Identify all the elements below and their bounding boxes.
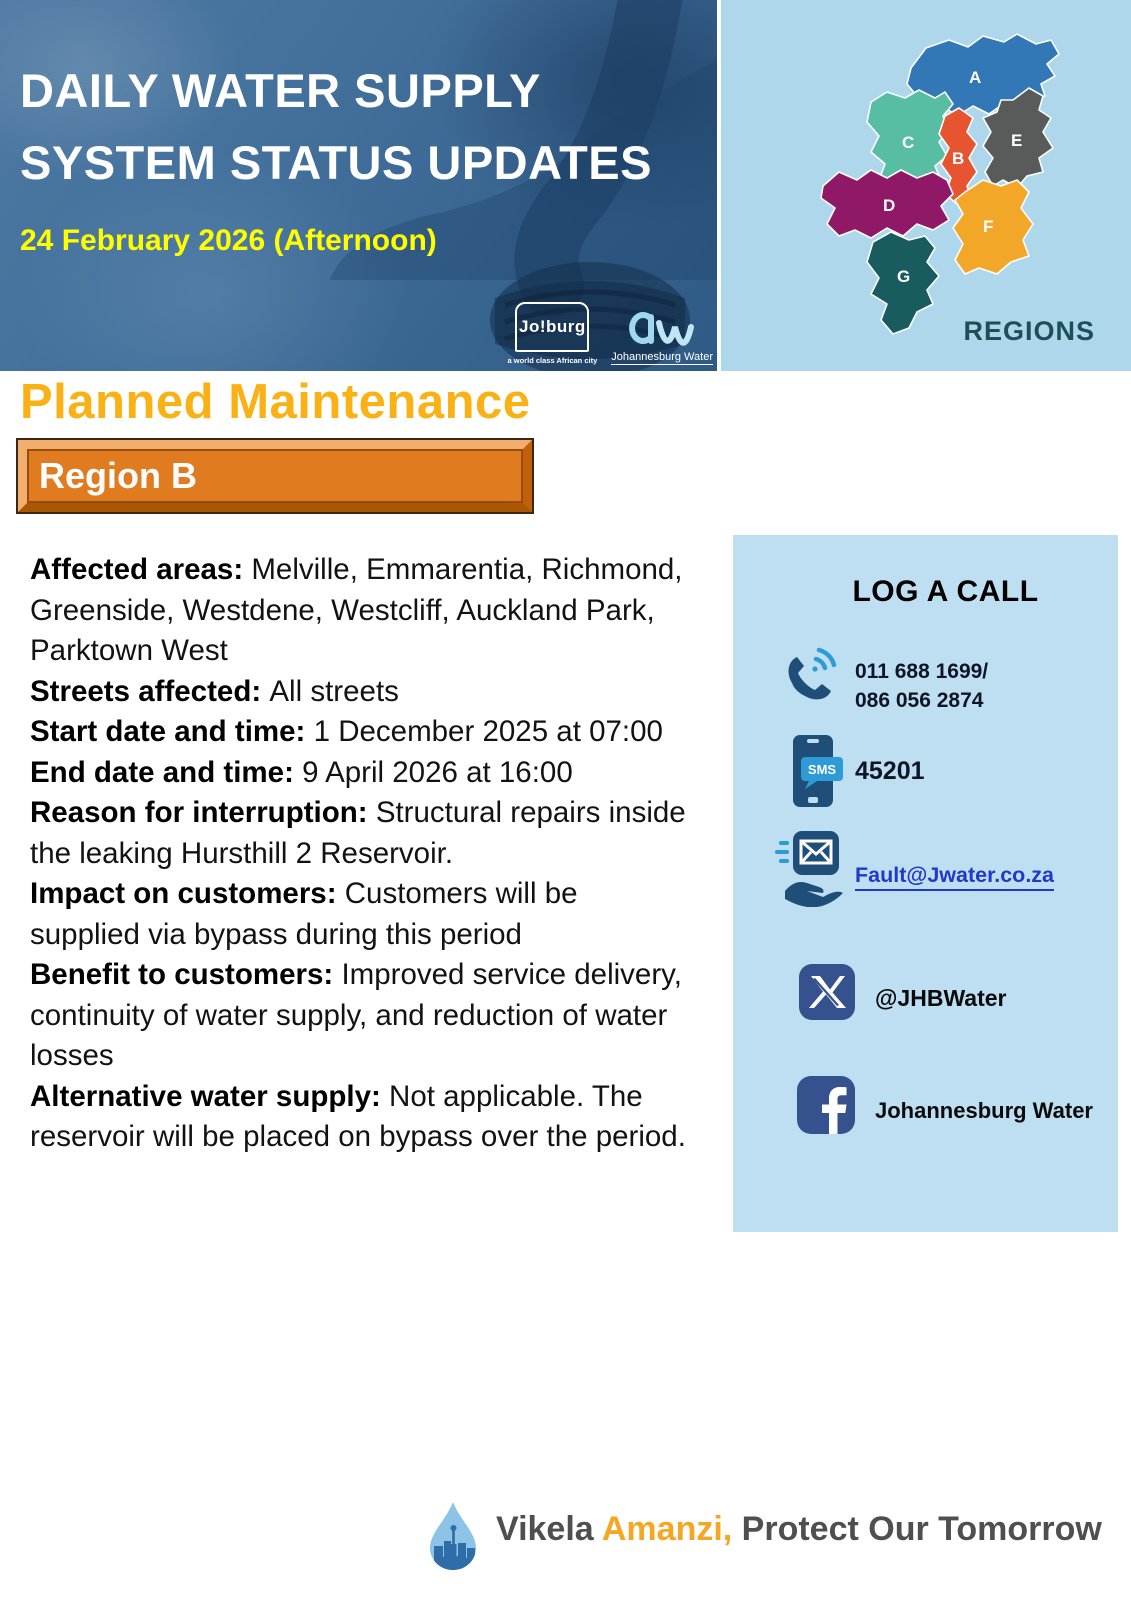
notice-label: Reason for interruption:: [30, 796, 368, 829]
phone-icon: [778, 643, 842, 707]
region-g-label: G: [897, 267, 911, 286]
region-d-label: D: [883, 196, 896, 215]
email-link[interactable]: Fault@Jwater.co.za: [855, 863, 1054, 891]
page-title-line1: DAILY WATER SUPPLY: [20, 64, 541, 117]
notice-value: All streets: [269, 674, 399, 708]
report-date: 24 February 2026 (Afternoon): [20, 224, 437, 257]
x-icon: [798, 963, 856, 1021]
email-icon: [773, 827, 855, 907]
joburg-logo-box: Jo!burg: [515, 302, 589, 352]
page-title-line2: SYSTEM STATUS UPDATES: [20, 136, 652, 189]
facebook-icon: [796, 1075, 856, 1135]
notice-label: Start date and time:: [30, 715, 306, 748]
notice-label: End date and time:: [30, 755, 294, 789]
jw-logo-caption: Johannesburg Water: [611, 351, 713, 363]
logo-group: [508, 302, 713, 365]
phone-number-1: 011 688 1699/: [855, 660, 989, 683]
page-title: [20, 55, 652, 199]
region-f-label: F: [983, 217, 994, 236]
facebook-name: Johannesburg Water: [875, 1098, 1093, 1123]
notice-value: 1 December 2025 at 07:00: [313, 715, 663, 748]
notice-item: [30, 712, 694, 753]
region-banner-label: Region B: [39, 455, 197, 496]
joburg-logo: [508, 302, 598, 365]
region-c-label: C: [902, 133, 915, 152]
footer-slogan-text: [496, 1510, 1102, 1549]
section-heading: Planned Maintenance: [20, 375, 531, 429]
region-e-label: E: [1011, 131, 1023, 150]
regions-map-title: REGIONS: [963, 316, 1095, 346]
notice-item: [30, 955, 694, 1077]
region-banner: [18, 440, 532, 512]
notice-label: Affected areas:: [30, 553, 244, 586]
header-banner: [0, 0, 717, 371]
notice-item: [30, 753, 694, 794]
x-handle: @JHBWater: [875, 985, 1007, 1011]
notice-label: Benefit to customers:: [30, 958, 334, 991]
notice-value: Customers will be supplied via bypass during this period: [30, 877, 578, 951]
johannesburg-water-logo: [611, 309, 713, 365]
slogan-highlight: Amanzi,: [601, 1510, 733, 1548]
notice-value: Structural repairs inside the leaking Hursthill 2 Reservoir.: [30, 796, 686, 870]
phone-numbers: [855, 657, 988, 715]
notice-label: Alternative water supply:: [30, 1079, 381, 1113]
notice-value: 9 April 2026 at 16:00: [302, 755, 573, 789]
notice-label: Impact on customers:: [30, 877, 337, 910]
region-b-label: B: [952, 149, 965, 168]
slogan-part1: Vikela: [496, 1510, 602, 1548]
notice-item: [30, 793, 694, 874]
joburg-tagline: a world class African city: [507, 356, 598, 365]
sms-number: 45201: [855, 757, 925, 785]
sms-icon-label: SMS: [807, 762, 837, 777]
regions-map-panel: [721, 0, 1131, 371]
water-drop-icon: [428, 1500, 478, 1578]
log-a-call-title: LOG A CALL: [852, 575, 1039, 608]
notice-label: Streets affected:: [30, 674, 262, 708]
maintenance-notice: [30, 550, 694, 1158]
phone-number-2: 086 056 2874: [855, 689, 984, 712]
notice-item: [30, 874, 694, 955]
sms-icon: [785, 731, 847, 811]
notice-item: [30, 550, 694, 672]
notice-value: Melville, Emmarentia, Richmond, Greenside, Westdene, Westcliff, Auckland Park, Parktown West: [30, 553, 683, 667]
notice-value: Improved service delivery, continuity of water supply, and reduction of water losses: [30, 958, 682, 1072]
notice-value: Not applicable. The reservoir will be placed on bypass over the period.: [30, 1079, 686, 1153]
log-a-call-panel: [733, 535, 1118, 1232]
jw-waves-icon: [619, 309, 705, 349]
slogan-part2: Protect Our Tomorrow: [732, 1510, 1102, 1548]
notice-item: [30, 672, 694, 713]
footer-slogan: [428, 1500, 1102, 1578]
region-a-label: A: [969, 68, 982, 87]
notice-item: [30, 1077, 694, 1158]
